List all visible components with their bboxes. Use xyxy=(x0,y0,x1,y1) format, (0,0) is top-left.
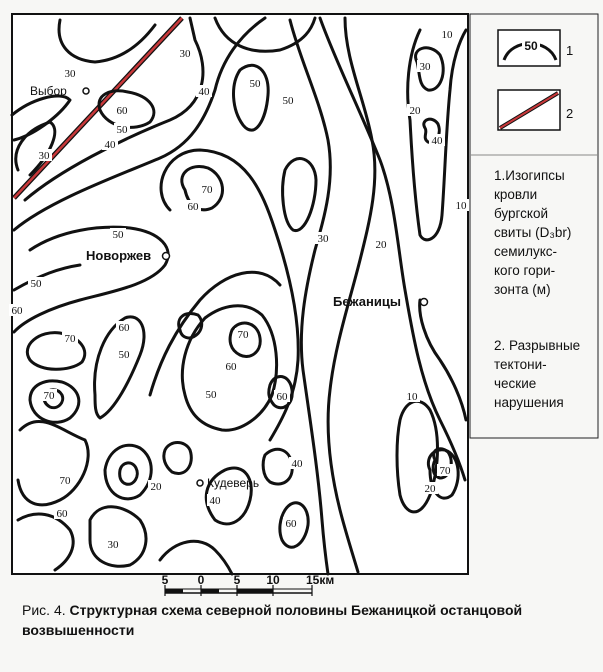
contour-label-text: 30 xyxy=(317,233,329,245)
town-marker xyxy=(83,88,89,94)
contour-label xyxy=(274,390,290,403)
town-name: Бежаницы xyxy=(333,294,401,309)
contour-label-text: 50 xyxy=(30,278,42,290)
legend-item-number: 2 xyxy=(566,106,574,121)
legend-line: 1.Изогипсы xyxy=(494,168,565,183)
contour-label-text: 40 xyxy=(104,139,116,151)
contour-label xyxy=(36,149,52,162)
contour-label-text: 30 xyxy=(38,150,50,162)
contour-label-text: 40 xyxy=(198,86,210,98)
contour-label-text: 50 xyxy=(282,95,294,107)
contour-label xyxy=(41,389,57,402)
contour-label-text: 10 xyxy=(455,200,467,212)
contour-label-text: 60 xyxy=(56,508,68,520)
scale-tick-label: 5 xyxy=(233,573,241,587)
contour-label xyxy=(223,360,239,373)
contour-label xyxy=(114,104,130,117)
contour-label xyxy=(404,390,420,403)
town-marker xyxy=(197,480,203,486)
contour-label-text: 70 xyxy=(439,465,451,477)
legend-line: бургской xyxy=(494,206,549,221)
legend-line: ческие xyxy=(494,376,537,391)
contour-label xyxy=(62,332,78,345)
contour-label xyxy=(280,94,296,107)
contour-label-text: 60 xyxy=(187,201,199,213)
contour-label-text: 10 xyxy=(406,391,418,403)
contour-label xyxy=(177,47,193,60)
contour-label-text: 70 xyxy=(59,475,71,487)
legend-line: семилукс- xyxy=(494,244,558,259)
contour-label-text: 60 xyxy=(118,322,130,334)
scale-tick-label: 10 xyxy=(266,573,280,587)
contour-label xyxy=(116,348,132,361)
town-marker xyxy=(163,253,170,260)
contour-label xyxy=(62,67,78,80)
contour-label xyxy=(235,328,251,341)
contour-label xyxy=(148,480,164,493)
contour-label-text: 60 xyxy=(276,391,288,403)
contour-label xyxy=(28,277,44,290)
contour-label xyxy=(289,457,305,470)
scale-tick-label: 15км xyxy=(306,573,335,587)
contour-label xyxy=(196,85,212,98)
contour-label xyxy=(315,232,331,245)
contour-label xyxy=(105,538,121,551)
contour-label xyxy=(185,200,201,213)
legend-item2-description xyxy=(494,336,594,412)
town-kudever xyxy=(197,476,259,490)
contour-label-text: 20 xyxy=(150,481,162,493)
contour-label xyxy=(9,304,25,317)
contour-label xyxy=(57,474,73,487)
contour-label xyxy=(407,104,423,117)
contour-label-text: 20 xyxy=(409,105,421,117)
scale-tick-label: 5 xyxy=(161,573,169,587)
contour-label-text: 40 xyxy=(431,135,443,147)
contour-label xyxy=(114,123,130,136)
contour-label xyxy=(203,388,219,401)
figure-caption xyxy=(22,600,582,640)
contour-label-text: 50 xyxy=(118,349,130,361)
scale-bar xyxy=(162,573,335,596)
contour-label xyxy=(247,77,263,90)
contour-label xyxy=(110,228,126,241)
contour-label xyxy=(102,138,118,151)
town-name: Выбор xyxy=(30,84,67,98)
town-name: Кудеверь xyxy=(207,476,260,490)
contour-label-text: 50 xyxy=(116,124,128,136)
contour-label-text: 40 xyxy=(209,495,221,507)
contour-label-text: 70 xyxy=(43,390,55,402)
town-name: Новоржев xyxy=(86,248,152,263)
contour-label xyxy=(207,494,223,507)
contour-label-text: 60 xyxy=(285,518,297,530)
legend-item1-description xyxy=(494,166,594,299)
contour-label xyxy=(116,321,132,334)
contour-label-text: 30 xyxy=(107,539,119,551)
contour-label-text: 70 xyxy=(201,184,213,196)
legend-line: зонта (м) xyxy=(494,282,551,297)
legend-line: свиты (D₃br) xyxy=(494,225,572,240)
contour-label-text: 60 xyxy=(116,105,128,117)
contour-label-text: 10 xyxy=(441,29,453,41)
contour-label-text: 50 xyxy=(249,78,261,90)
contour-label-text: 50 xyxy=(205,389,217,401)
scale-tick-label: 0 xyxy=(197,573,205,587)
contour-label xyxy=(417,60,433,73)
contour-label xyxy=(54,507,70,520)
legend-line: 2. Разрывные xyxy=(494,338,581,353)
legend-contour-value: 50 xyxy=(524,39,538,53)
contour-label-text: 30 xyxy=(419,61,431,73)
town-marker xyxy=(421,299,428,306)
legend-line: нарушения xyxy=(494,395,564,410)
contour-label-text: 70 xyxy=(237,329,249,341)
contour-label xyxy=(439,28,455,41)
legend-line: кого гори- xyxy=(494,263,556,278)
legend-item-number: 1 xyxy=(566,43,574,58)
contour-label xyxy=(199,183,215,196)
figure-number: Рис. 4. xyxy=(22,602,66,618)
contour-label-text: 30 xyxy=(179,48,191,60)
contour-label xyxy=(453,199,469,212)
figure-title: Структурная схема северной половины Бежаницкой останцовой возвышенности xyxy=(22,602,523,638)
contour-label-text: 50 xyxy=(112,229,124,241)
contour-label xyxy=(437,464,453,477)
contour-label-text: 30 xyxy=(64,68,76,80)
contour-label xyxy=(283,517,299,530)
contour-label-text: 40 xyxy=(291,458,303,470)
contour-label-text: 20 xyxy=(424,483,436,495)
contour-label xyxy=(373,238,389,251)
contour-label xyxy=(422,482,438,495)
legend-line: кровли xyxy=(494,187,538,202)
contour-label-text: 60 xyxy=(11,305,23,317)
contour-label-text: 70 xyxy=(64,333,76,345)
contour-label-text: 20 xyxy=(375,239,387,251)
contour-label-text: 60 xyxy=(225,361,237,373)
legend-line: тектони- xyxy=(494,357,547,372)
contour-label xyxy=(429,134,445,147)
